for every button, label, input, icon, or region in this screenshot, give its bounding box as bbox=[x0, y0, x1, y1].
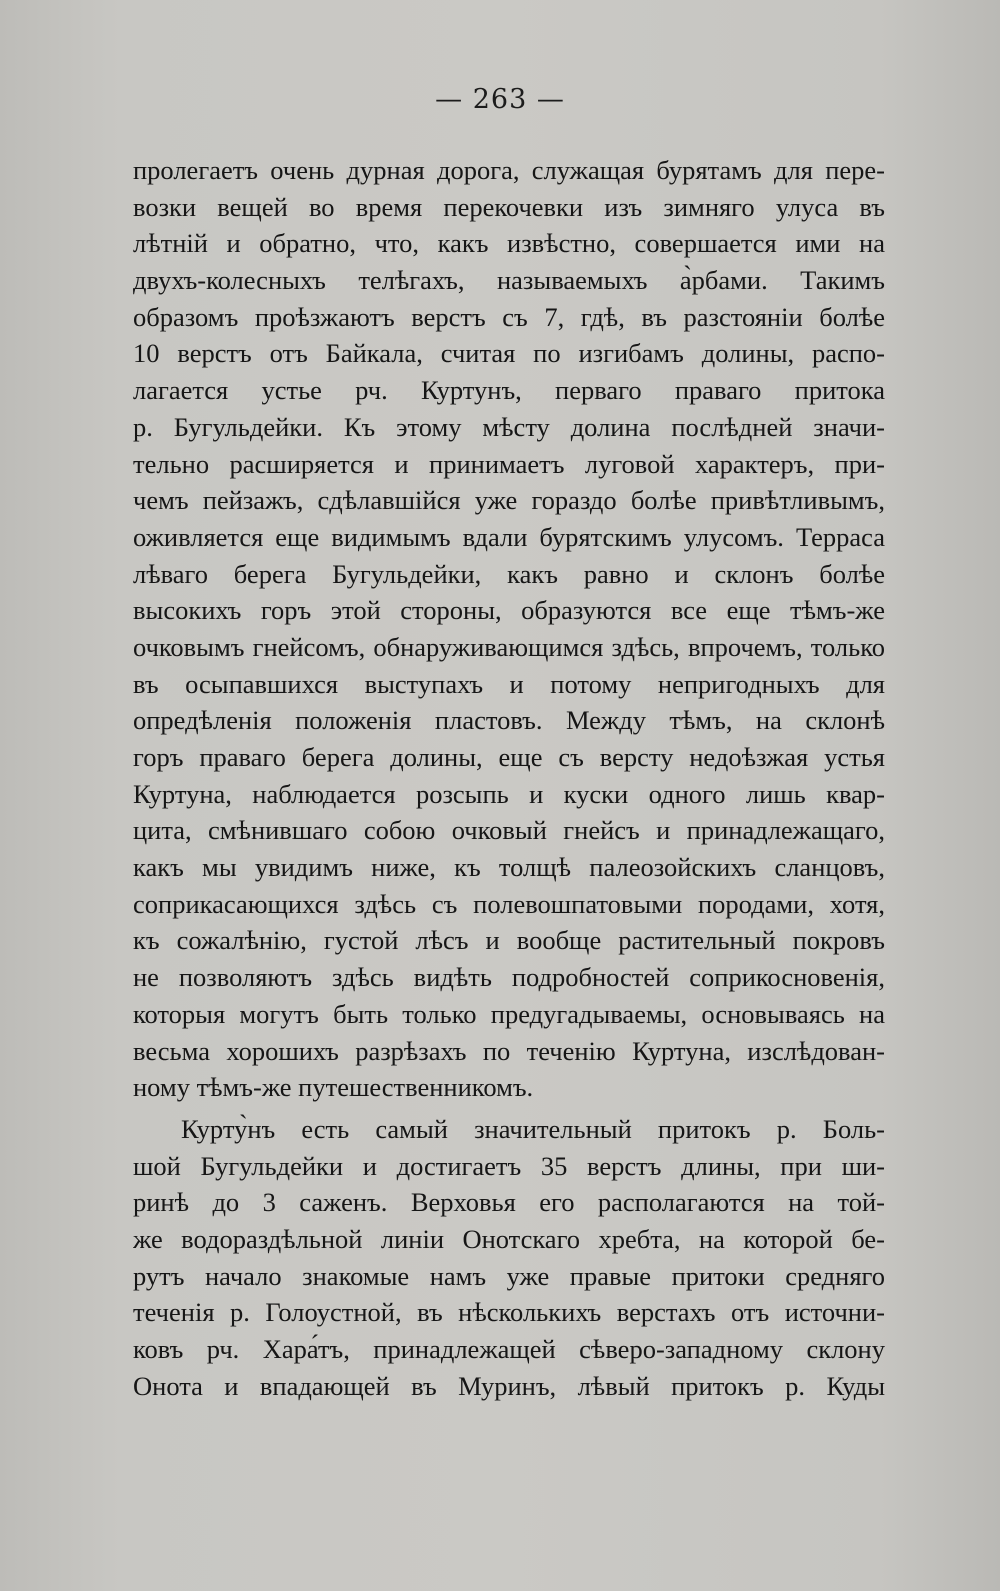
text-line: очковымъ гнейсомъ, обнаруживающимся здѣсь, впрочемъ, только bbox=[133, 631, 885, 662]
text-line: ринѣ до 3 саженъ. Верховья его располагаются на той- bbox=[133, 1187, 885, 1218]
text-line: возки вещей во время перекочевки изъ зимняго улуса въ bbox=[133, 191, 885, 222]
text-line: соприкасающихся здѣсь съ полевошпатовыми породами, хотя, bbox=[133, 888, 885, 919]
text-line: пролегаетъ очень дурная дорога, служащая бурятамъ для пере- bbox=[133, 155, 885, 185]
text-line: высокихъ горъ этой стороны, образуются все еще тѣмъ-же bbox=[133, 595, 885, 626]
text-line: теченія р. Голоустной, въ нѣсколькихъ верстахъ отъ источни- bbox=[133, 1297, 885, 1328]
text-line: лагается устье рч. Куртунъ, перваго праваго притока bbox=[133, 375, 885, 406]
text-line: какъ мы увидимъ ниже, къ толщѣ палеозойскихъ сланцовъ, bbox=[133, 852, 885, 883]
text-line: въ осыпавшихся выступахъ и потому непригодныхъ для bbox=[133, 668, 885, 699]
text-line: Куртуна, наблюдается розсыпь и куски одного лишь квар- bbox=[133, 778, 885, 809]
text-line: опредѣленія положенія пластовъ. Между тѣмъ, на склонѣ bbox=[133, 705, 885, 736]
text-line: образомъ проѣзжаютъ верстъ съ 7, гдѣ, въ разстояніи болѣе bbox=[133, 301, 885, 332]
paragraph-1 bbox=[133, 152, 885, 1106]
text-line: весьма хорошихъ разрѣзахъ по теченію Куртуна, изслѣдован- bbox=[133, 1035, 885, 1066]
text-line: ковъ рч. Хара́тъ, принадлежащей сѣверо-западному склону bbox=[133, 1334, 885, 1364]
text-line: Курту̀нъ есть самый значительный притокъ р. Боль- bbox=[181, 1113, 885, 1144]
page-number: — 263 — bbox=[435, 84, 565, 115]
text-line: къ сожалѣнію, густой лѣсъ и вообще растительный покровъ bbox=[133, 925, 885, 956]
paragraph-2 bbox=[133, 1111, 885, 1405]
text-line: 10 верстъ отъ Байкала, считая по изгибамъ долины, распо- bbox=[133, 338, 885, 369]
text-line: лѣваго берега Бугульдейки, какъ равно и склонъ болѣе bbox=[133, 558, 885, 589]
text-line: цита, смѣнившаго собою очковый гнейсъ и принадлежащаго, bbox=[133, 815, 885, 846]
text-line: чемъ пейзажъ, сдѣлавшійся уже гораздо болѣе привѣтливымъ, bbox=[133, 485, 885, 516]
text-line: рутъ начало знакомые намъ уже правые притоки средняго bbox=[133, 1260, 885, 1291]
text-line: р. Бугульдейки. Къ этому мѣсту долина послѣдней значи- bbox=[133, 411, 885, 442]
text-line: горъ праваго берега долины, еще съ версту недоѣзжая устья bbox=[133, 742, 885, 772]
text-line: ному тѣмъ-же путешественникомъ. bbox=[133, 1072, 534, 1103]
text-line: же водораздѣльной линіи Онотскаго хребта, на которой бе- bbox=[133, 1223, 885, 1254]
text-line: шой Бугульдейки и достигаетъ 35 верстъ длины, при ши- bbox=[133, 1150, 885, 1181]
text-line: двухъ-колесныхъ телѣгахъ, называемыхъ а̀рбами. Такимъ bbox=[133, 265, 885, 296]
body-text bbox=[133, 152, 885, 1404]
text-line: не позволяютъ здѣсь видѣть подробностей соприкосновенія, bbox=[133, 962, 885, 993]
text-line: лѣтній и обратно, что, какъ извѣстно, совершается ими на bbox=[133, 228, 885, 259]
text-line: Онота и впадающей въ Муринъ, лѣвый притокъ р. Куды bbox=[133, 1370, 885, 1401]
text-line: которыя могутъ быть только предугадываемы, основываясь на bbox=[133, 998, 885, 1029]
text-line: тельно расширяется и принимаетъ луговой характеръ, при- bbox=[133, 448, 885, 479]
text-line: оживляется еще видимымъ вдали бурятскимъ улусомъ. Терраса bbox=[133, 521, 885, 552]
